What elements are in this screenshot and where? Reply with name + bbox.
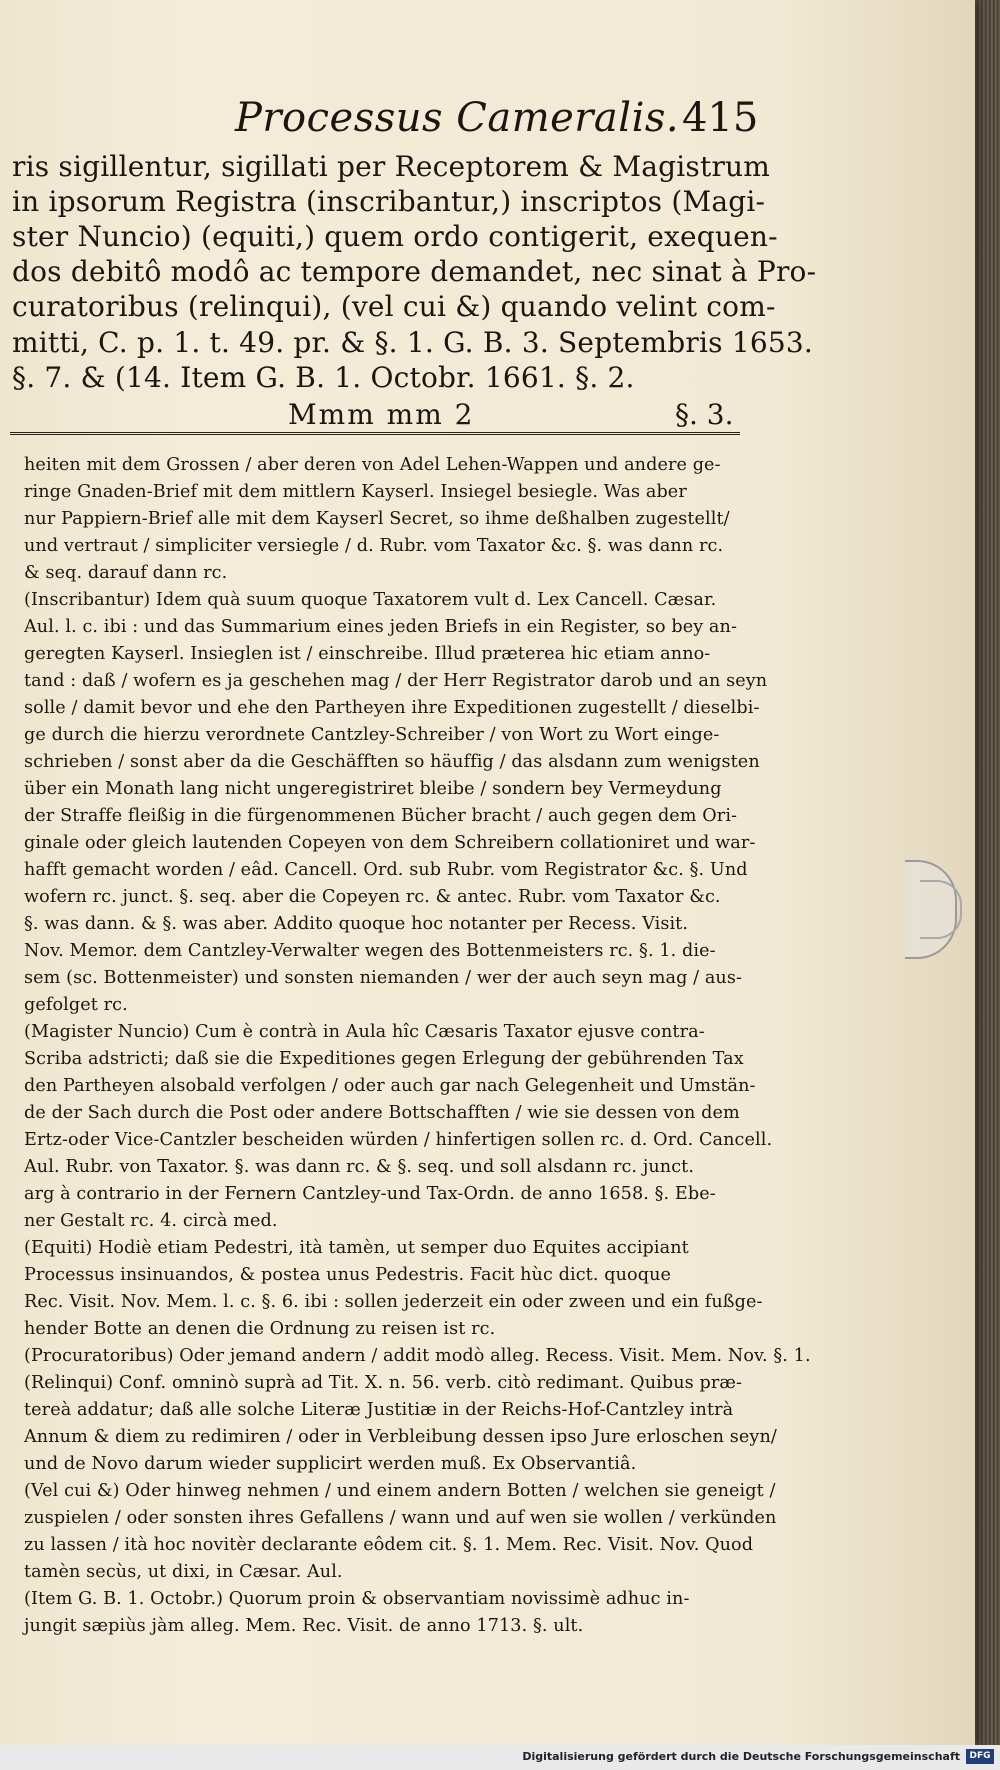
page-number: 415	[682, 95, 759, 141]
note-line: Ertz-oder Vice-Cantzler bescheiden würden / hinfertigen sollen rc. d. Ord. Cancell.	[24, 1130, 773, 1150]
main-text-line: ris sigillentur, sigillati per Receptorem & Magistrum	[12, 150, 771, 183]
note-line: de der Sach durch die Post oder andere Bottschafften / wie sie dessen von dem	[24, 1103, 740, 1123]
note-line: tand : daß / wofern es ja geschehen mag / der Herr Registrator darob und an seyn	[24, 671, 768, 691]
note-line: ner Gestalt rc. 4. circà med.	[24, 1211, 278, 1231]
note-line: den Partheyen alsobald verfolgen / oder auch gar nach Gelegenheit und Umstän-	[24, 1076, 756, 1096]
note-line: Rec. Visit. Nov. Mem. l. c. §. 6. ibi : sollen jederzeit ein oder zween und ein fußge-	[24, 1292, 763, 1312]
footer-bar	[0, 1745, 1000, 1770]
note-line: hender Botte an denen die Ordnung zu reisen ist rc.	[24, 1319, 496, 1339]
note-line: (Inscribantur) Idem quà suum quoque Taxatorem vult d. Lex Cancell. Cæsar.	[24, 590, 717, 610]
note-line: wofern rc. junct. §. seq. aber die Copeyen rc. & antec. Rubr. vom Taxator &c.	[24, 887, 721, 907]
note-line: (Item G. B. 1. Octobr.) Quorum proin & observantiam novissimè adhuc in-	[24, 1589, 690, 1609]
note-line: & seq. darauf dann rc.	[24, 563, 228, 583]
note-line: §. was dann. & §. was aber. Addito quoque hoc notanter per Recess. Visit.	[24, 914, 689, 934]
dfg-logo: DFG	[966, 1749, 994, 1764]
note-line: Scriba adstricti; daß sie die Expeditiones gegen Erlegung der gebührenden Tax	[24, 1049, 744, 1069]
note-line: Nov. Memor. dem Cantzley-Verwalter wegen des Bottenmeisters rc. §. 1. die-	[24, 941, 716, 961]
note-line: (Equiti) Hodiè etiam Pedestri, ità tamèn, ut semper duo Equites accipiant	[24, 1238, 689, 1258]
note-line: (Relinqui) Conf. omninò suprà ad Tit. X. n. 56. verb. citò redimant. Quibus præ-	[24, 1373, 743, 1393]
note-line: Annum & diem zu redimiren / oder in Verbleibung dessen ipso Jure erloschen seyn/	[24, 1427, 777, 1447]
note-line: Aul. Rubr. von Taxator. §. was dann rc. & §. seq. und soll alsdann rc. junct.	[24, 1157, 695, 1177]
main-text-line: mitti, C. p. 1. t. 49. pr. & §. 1. G. B. 3. Septembris 1653.	[12, 326, 813, 359]
separator-rule	[10, 432, 740, 435]
digitization-credit: Digitalisierung gefördert durch die Deutsche Forschungsgemeinschaft	[522, 1750, 960, 1763]
note-line: (Vel cui &) Oder hinweg nehmen / und einem andern Botten / welchen sie geneigt /	[24, 1481, 776, 1501]
note-line: nur Pappiern-Brief alle mit dem Kayserl Secret, so ihme deßhalben zugestellt/	[24, 509, 730, 529]
note-line: (Procuratoribus) Oder jemand andern / addit modò alleg. Recess. Visit. Mem. Nov. §. 1.	[24, 1346, 811, 1366]
running-head	[0, 95, 975, 145]
note-line: und de Novo darum wieder supplicirt werden muß. Ex Observantiâ.	[24, 1454, 637, 1474]
main-text-line: ster Nuncio) (equiti,) quem ordo contigerit, exequen-	[12, 220, 778, 253]
note-line: (Magister Nuncio) Cum è contrà in Aula hîc Cæsaris Taxator ejusve contra-	[24, 1022, 705, 1042]
note-line: Processus insinuandos, & postea unus Pedestris. Facit hùc dict. quoque	[24, 1265, 672, 1285]
note-line: arg à contrario in der Fernern Cantzley-und Tax-Ordn. de anno 1658. §. Ebe-	[24, 1184, 716, 1204]
paper-clip-inner-loop	[920, 880, 962, 939]
note-line: tereà addatur; daß alle solche Literæ Justitiæ in der Reichs-Hof-Cantzley intrà	[24, 1400, 734, 1420]
note-line: und vertraut / simpliciter versiegle / d. Rubr. vom Taxator &c. §. was dann rc.	[24, 536, 724, 556]
note-line: der Straffe fleißig in die fürgenommenen Bücher bracht / auch gegen dem Ori-	[24, 806, 738, 826]
note-line: zuspielen / oder sonsten ihres Gefallens / wann und auf wen sie wollen / verkünden	[24, 1508, 777, 1528]
note-line: ringe Gnaden-Brief mit dem mittlern Kayserl. Insiegel besiegle. Was aber	[24, 482, 687, 502]
note-line: schrieben / sonst aber da die Geschäfften so häuffig / das alsdann zum wenigsten	[24, 752, 760, 772]
note-line: hafft gemacht worden / eâd. Cancell. Ord. sub Rubr. vom Registrator &c. §. Und	[24, 860, 748, 880]
note-line: gefolget rc.	[24, 995, 128, 1015]
note-line: über ein Monath lang nicht ungeregistriret bleibe / sondern bey Vermeydung	[24, 779, 722, 799]
note-line: heiten mit dem Grossen / aber deren von Adel Lehen-Wappen und andere ge-	[24, 455, 721, 475]
main-text-line: dos debitô modô ac tempore demandet, nec sinat à Pro-	[12, 255, 817, 288]
main-text-line: §. 7. & (14. Item G. B. 1. Octobr. 1661. §. 2.	[12, 361, 635, 394]
note-line: tamèn secùs, ut dixi, in Cæsar. Aul.	[24, 1562, 343, 1582]
note-line: Aul. l. c. ibi : und das Summarium eines jeden Briefs in ein Register, so bey an-	[24, 617, 737, 637]
note-line: solle / damit bevor und ehe den Partheyen ihre Expeditionen zugestellt / dieselbi-	[24, 698, 760, 718]
note-line: geregten Kayserl. Insieglen ist / einschreibe. Illud præterea hic etiam anno-	[24, 644, 711, 664]
main-text-line: in ipsorum Registra (inscribantur,) inscriptos (Magi-	[12, 185, 766, 218]
catchword: §. 3.	[675, 398, 734, 431]
note-line: zu lassen / ità hoc novitèr declarante eôdem cit. §. 1. Mem. Rec. Visit. Nov. Quod	[24, 1535, 754, 1555]
running-head-title: Processus Cameralis.	[235, 95, 680, 141]
note-line: sem (sc. Bottenmeister) und sonsten niemanden / wer der auch seyn mag / aus-	[24, 968, 743, 988]
note-line: ge durch die hierzu verordnete Cantzley-Schreiber / von Wort zu Wort einge-	[24, 725, 720, 745]
note-line: ginale oder gleich lautenden Copeyen von dem Schreibern collationiret und war-	[24, 833, 756, 853]
note-line: jungit sæpiùs jàm alleg. Mem. Rec. Visit. de anno 1713. §. ult.	[24, 1616, 584, 1636]
signature-mark: Mmm mm 2	[288, 398, 475, 431]
main-text-line: curatoribus (relinqui), (vel cui &) quando velint com-	[12, 290, 776, 323]
